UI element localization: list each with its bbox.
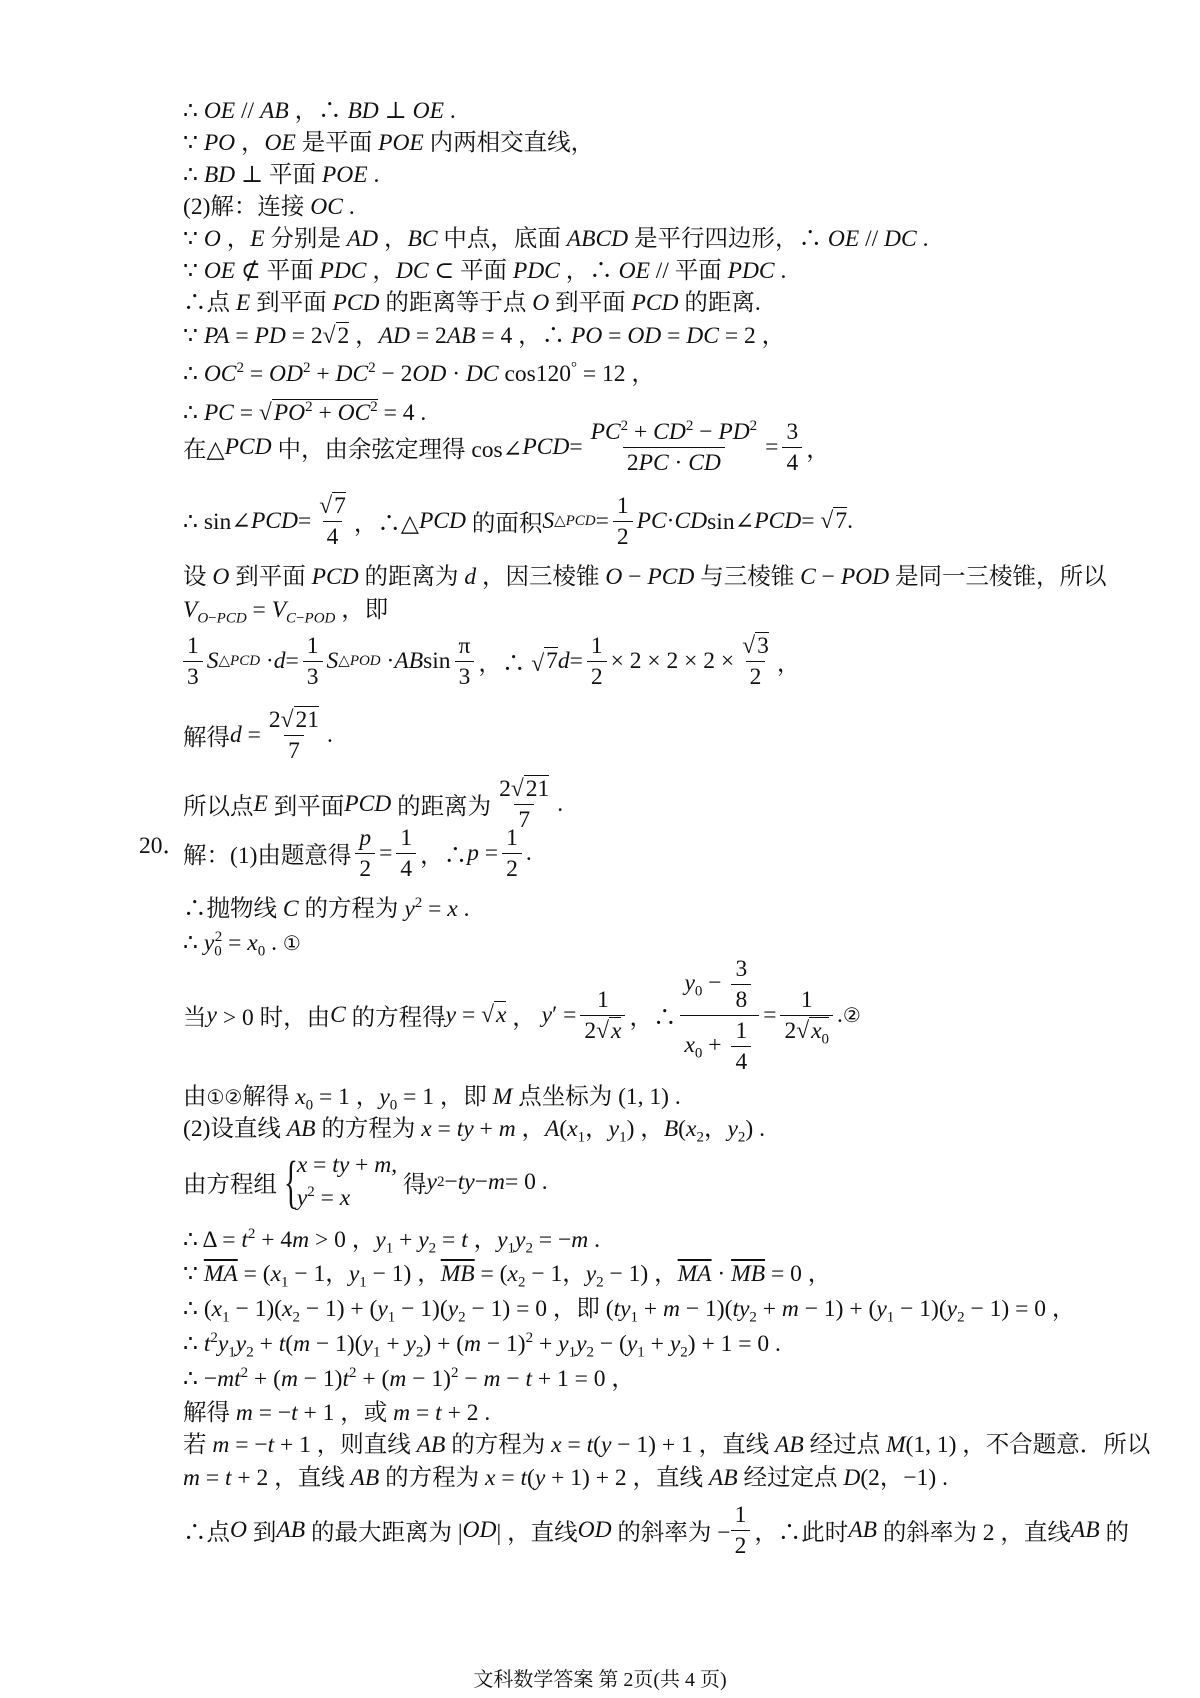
text-line: m = t + 2 ，直线 AB 的方程为 x = t(y + 1) + 2 ，直线 AB 经过定点 D(2，−1) . [183,1465,948,1491]
text-line: ∴ $t^2y_1y_2 + t(m - 1)(y_1 + y_2) + (m - 1)^2 + y_1y_2 - (y_1 + y_2) + 1 = 0$ . [183,1330,781,1361]
text-line: ∵ PA = PD = 2√2 ，AD = 2AB = 4 ，∴ PO = OD = DC = 2 ， [183,323,786,349]
text-line: ∵ OE ⊄ 平面 PDC ，DC ⊂ 平面 PDC ，∴ OE // 平面 PDC . [183,258,787,284]
text-line: ∴点 O 到 AB 的最大距离为 | OD | ，直线 OD 的斜率为 − $\frac{1}{2}$ ，∴此时 AB 的斜率为 2 ，直线 AB 的 [183,1501,1129,1559]
text-line: ∴ BD ⊥ 平面 POE . [183,162,380,188]
fraction: $\frac{PC^2 + CD^2 - PD^2}{2PC \cdot CD}$ [590,417,758,476]
page-footer: 文科数学答案 第 2页(共 4 页) [473,1669,727,1691]
text-line: ∴ sin∠ PCD = $\frac{√7}{4}$ ，∴△ PCD 的面积 S △PCD = $\frac{1}{2}$ PC · CD sin∠ PCD = √ 7 . [183,492,853,550]
problem-number: 20． [139,833,186,859]
text-line: ∴点 E 到平面 PCD 的距离等于点 O 到平面 PCD 的距离. [183,290,761,316]
text-line: ∴抛物线 C 的方程为 $y^2 = x$ . [183,895,470,922]
text-line: 当 y > 0 时，由 C 的方程得 y = √ x ， y ′ = $\frac{1}{2√x}$ ，∴ $y_0$ − $\frac{3}{8}$ $x_0$ + $\frac{1}{4}$ = $\frac{1}{2√x_0}$ . ② [183,955,861,1075]
text-line: ∵ O ，E 分别是 AD ，BC 中点，底面 ABCD 是平行四边形，∴ OE // DC . [183,226,929,252]
text-line: 解：(1)由题意得 $\frac{p}{2}$ = $\frac{1}{4}$ ，∴ p = $\frac{1}{2}$ . [183,824,532,882]
text-line: $\frac{1}{3}$ S △PCD · d = $\frac{1}{3}$ S △POD · AB sin $\frac{\pi}{3}$ ，∴ √ 7 d = $\frac{1}{2}$ × 2 × 2 × 2 × $\frac{√3}{2}$ ， [183,626,800,696]
text-line: (2)解：连接 OC . [183,194,355,220]
text-line: ∴ $\Delta = t^2 + 4m > 0$ ，$y_1 + y_2 = t$ ，$y_1y_2 = -m$ . [183,1226,600,1257]
text-line: ∵ $\overline{MA} = (x_1 - 1$，$y_1 - 1$) ，$\overline{MB} = (x_2 - 1$，$y_2 - 1$) ，$\overline{MA} \cdot \overline{MB} = 0$ ， [183,1261,832,1291]
text-line: ∴ $y_0^2 = x_0$ . ① [183,929,301,960]
text-line: 设 O 到平面 PCD 的距离为 d ，因三棱锥 O − PCD 与三棱锥 C − POD 是同一三棱锥，所以 [183,564,1107,590]
text-line: 解得 d = $\frac{2√21}{7}$ . [183,706,333,764]
text-line: ∴ PC = $√PO^2 + OC^2 = 4$ . [183,399,427,426]
text-line: 解得 m = −t + 1 ，或 m = t + 2 . [183,1400,491,1426]
text-line: 所以点 E 到平面 PCD 的距离为 $\frac{2√21}{7}$ . [183,775,564,833]
text-line: ∴ $-mt^2 + (m - 1)t^2 + (m - 1)^2 - m - t + 1 = 0$ ， [183,1365,635,1392]
text-line: ∴ $(x_1 - 1)(x_2 - 1) + (y_1 - 1)(y_2 - 1) = 0$ ，即 $(ty_1 + m - 1)(ty_2 + m - 1) + (y_1 - 1)(y_2 - 1) = 0$ ， [183,1296,1076,1326]
text-line: $V_{O-PCD} = V_{C-POD}$ ，即 [183,597,389,627]
text-line: ∴ OE // AB ，∴ BD ⊥ OE . [183,98,456,124]
text-line: ∵ PO ，OE 是平面 POE 内两相交直线， [183,130,595,156]
text-line: 在△ PCD 中，由余弦定理得 cos∠ PCD = $\frac{PC^2 + CD^2 - PD^2}{2PC \cdot CD}$ = $\frac{3}{4}$ ， [183,417,830,476]
text-line: 由方程组 { x = ty + m, $y^2 = x$ 得 y 2 − ty − m = 0 . [183,1149,548,1214]
text-line: ∴ $OC^2 = OD^2 + DC^2 - 2OD$ · DC cos120° = 12 ， [183,360,655,387]
text-line: 由①②解得 $x_0 = 1$ ，$y_0 = 1$ ，即 M 点坐标为 (1, 1) . [183,1084,681,1114]
text-line: (2)设直线 AB 的方程为 x = ty + m ，$A(x_1$，$y_1$) ，$B(x_2$，$y_2$) . [183,1116,765,1146]
text-line: 若 m = −t + 1 ，则直线 AB 的方程为 x = t(y − 1) + 1 ，直线 AB 经过点 M(1, 1) ，不合题意．所以 [183,1432,1151,1458]
